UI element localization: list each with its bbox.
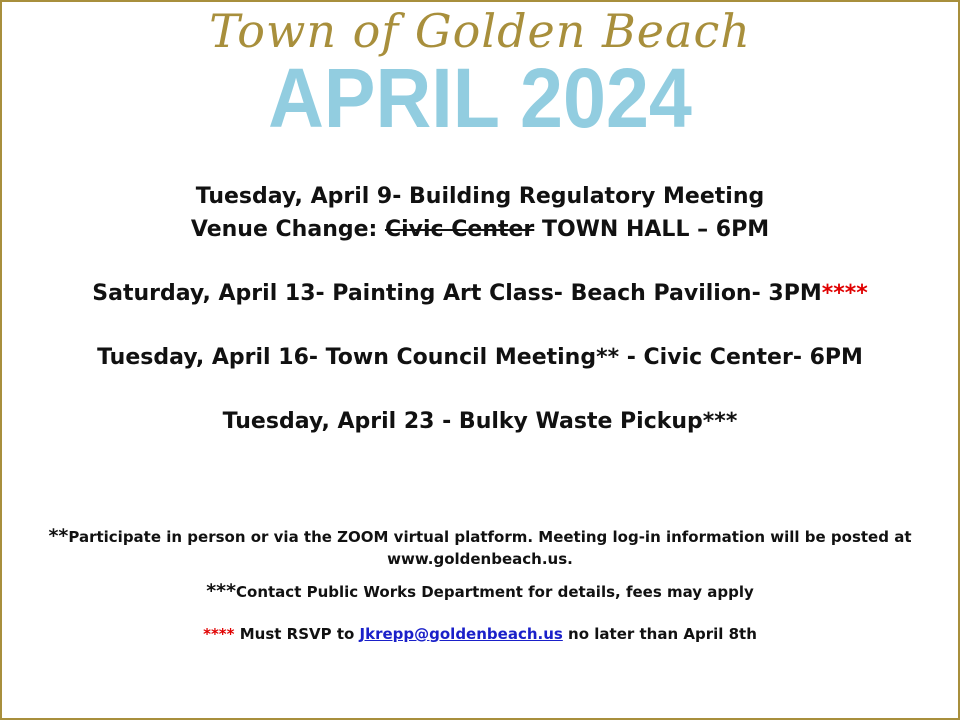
event-venue-change <box>0 213 960 246</box>
rsvp-marker: **** <box>821 281 868 306</box>
rsvp-prefix: Must RSVP to <box>234 625 360 643</box>
event-council-meeting: Tuesday, April 16- Town Council Meeting** - Civic Center- 6PM <box>97 345 863 370</box>
rsvp-note-marker: **** <box>203 625 235 643</box>
zoom-note-marker: ** <box>48 525 69 547</box>
rsvp-note <box>0 623 960 645</box>
event-list <box>0 180 960 438</box>
event-building-meeting: Tuesday, April 9- Building Regulatory Meeting <box>195 184 765 209</box>
public-works-marker: *** <box>206 580 237 602</box>
event-art-class <box>0 277 960 310</box>
event-bulky-waste: Tuesday, April 23 - Bulky Waste Pickup*** <box>222 409 738 434</box>
rsvp-suffix: no later than April 8th <box>562 625 757 643</box>
month-heading: APRIL 2024 <box>268 51 692 145</box>
zoom-note <box>40 525 920 570</box>
town-title: Town of Golden Beach <box>209 4 751 58</box>
public-works-text: Contact Public Works Department for details, fees may apply <box>236 583 754 601</box>
rsvp-email-link[interactable]: Jkrepp@goldenbeach.us <box>359 625 563 643</box>
new-venue: TOWN HALL – 6PM <box>534 217 770 242</box>
public-works-note <box>0 580 960 603</box>
zoom-note-text: Participate in person or via the ZOOM virtual platform. Meeting log-in information will be posted at www.goldenbeach.us. <box>68 528 912 568</box>
art-class-text: Saturday, April 13- Painting Art Class- Beach Pavilion- 3PM <box>92 281 822 306</box>
struck-venue: Civic Center <box>384 217 535 242</box>
venue-change-label: Venue Change: <box>190 217 385 242</box>
footnotes <box>0 525 960 645</box>
